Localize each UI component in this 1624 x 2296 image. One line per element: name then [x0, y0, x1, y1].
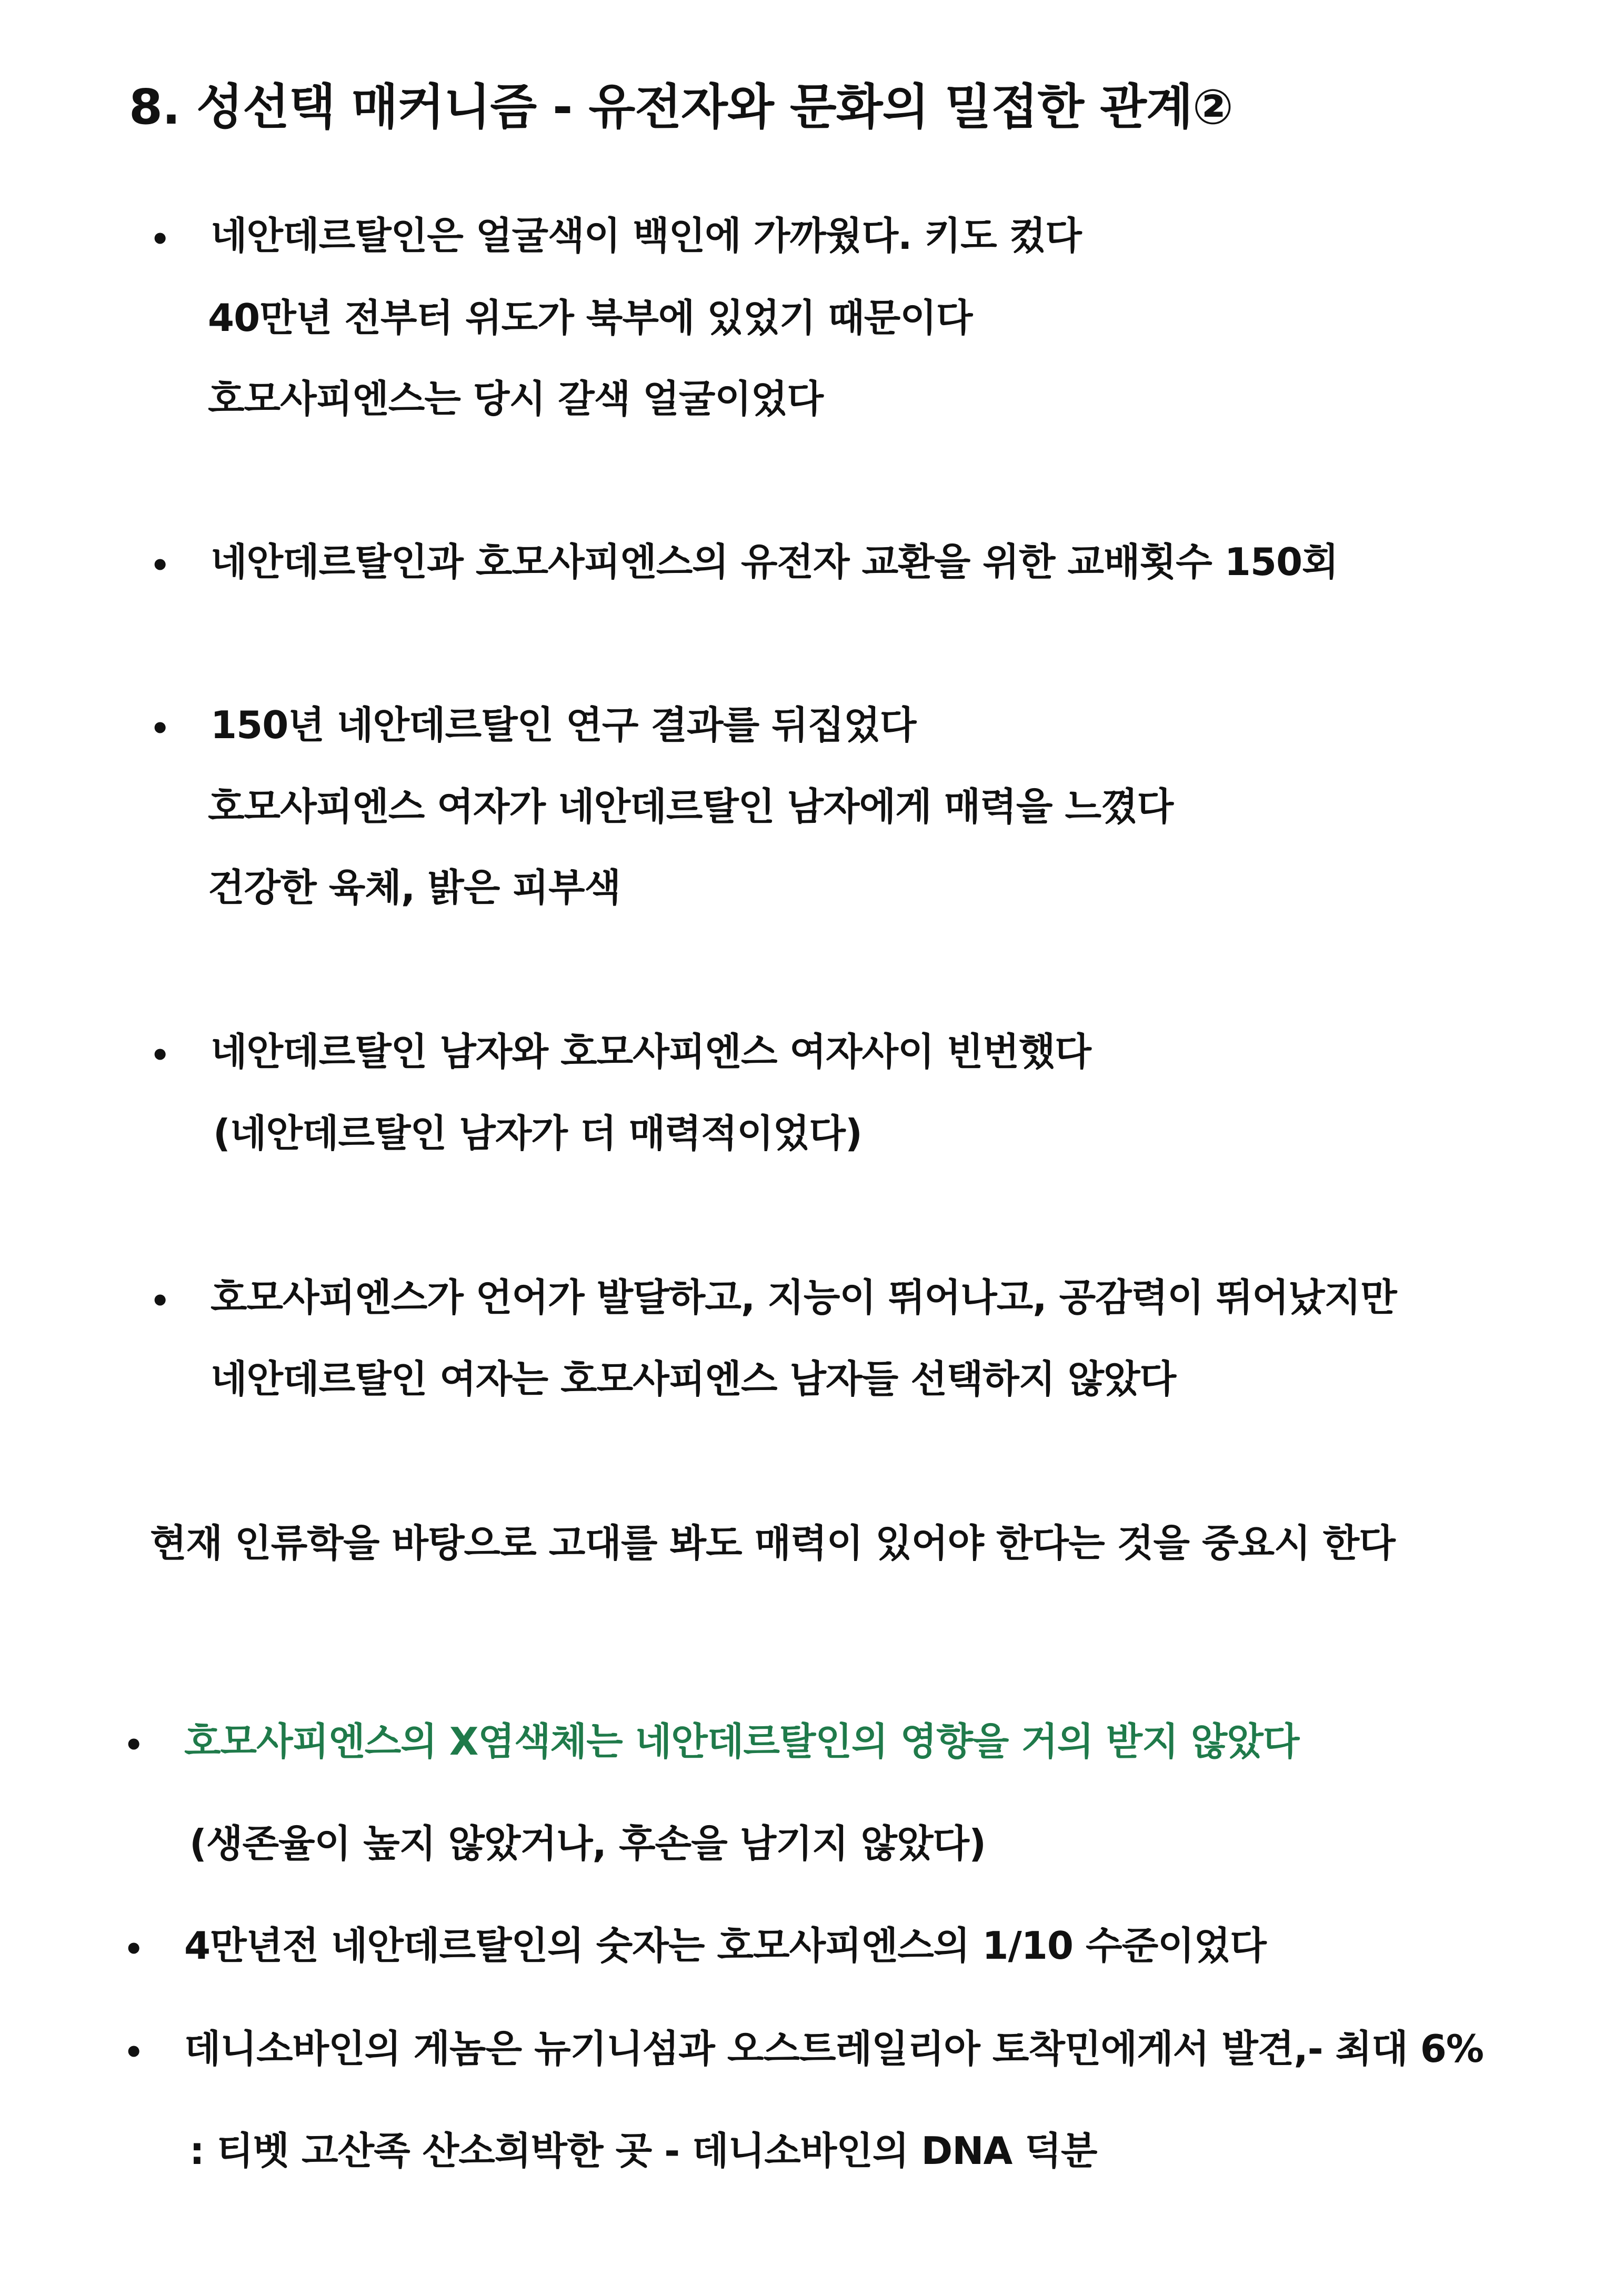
section3-line2: 호모사피엔스 여자가 네안데르탈인 남자에게 매력을 느꼈다 [208, 784, 1174, 829]
section3-line1: 150년 네안데르탈인 연구 결과를 뒤집었다 [210, 703, 916, 747]
section3-line3: 건강한 육체, 밝은 피부색 [208, 865, 621, 910]
section1-line1: 네안데르탈인은 얼굴색이 백인에 가까웠다. 키도 컸다 [210, 214, 1081, 258]
section2-line1: 네안데르탈인과 호모사피엔스의 유전자 교환을 위한 교배횟수 150회 [210, 540, 1338, 584]
section4-line1: 네안데르탈인 남자와 호모사피엔스 여자사이 빈번했다 [210, 1030, 1091, 1074]
section8-line1: 데니소바인의 게놈은 뉴기니섬과 오스트레일리아 토착민에게서 발견,- 최대 6% [184, 2027, 1484, 2071]
section1-line3: 호모사피엔스는 당시 갈색 얼굴이었다 [208, 377, 824, 421]
page-title: 8. 성선택 매커니즘 - 유전자와 문화의 밀접한 관계② [129, 79, 1233, 135]
bullet-7: • [124, 1931, 144, 1968]
summary-text: 현재 인류학을 바탕으로 고대를 봐도 매력이 있어야 한다는 것을 중요시 한다 [150, 1521, 1395, 1565]
bullet-3: • [150, 710, 171, 747]
section5-line1: 호모사피엔스가 언어가 발달하고, 지능이 뛰어나고, 공감력이 뛰어났지만 [210, 1275, 1397, 1320]
section6-line1-highlight: 호모사피엔스의 X염색체는 네안데르탈인의 영향을 거의 받지 않았다 [184, 1719, 1299, 1764]
bullet-8: • [124, 2034, 144, 2071]
section6-line2: (생존율이 높지 않았거나, 후손을 남기지 않았다) [189, 1821, 986, 1866]
bullet-2: • [150, 547, 171, 584]
bullet-4: • [150, 1037, 171, 1074]
section1-line2: 40만년 전부터 위도가 북부에 있었기 때문이다 [208, 296, 973, 340]
section5-line2: 네안데르탈인 여자는 호모사피엔스 남자들 선택하지 않았다 [210, 1357, 1176, 1401]
bullet-5: • [150, 1283, 171, 1320]
section7-line1: 4만년전 네안데르탈인의 숫자는 호모사피엔스의 1/10 수준이었다 [184, 1924, 1266, 1968]
bullet-1: • [150, 221, 171, 258]
section4-line2: (네안데르탈인 남자가 더 매력적이었다) [213, 1111, 862, 1155]
section8-line2: : 티벳 고산족 산소희박한 곳 - 데니소바인의 DNA 덕분 [189, 2129, 1097, 2173]
bullet-6: • [124, 1727, 144, 1764]
